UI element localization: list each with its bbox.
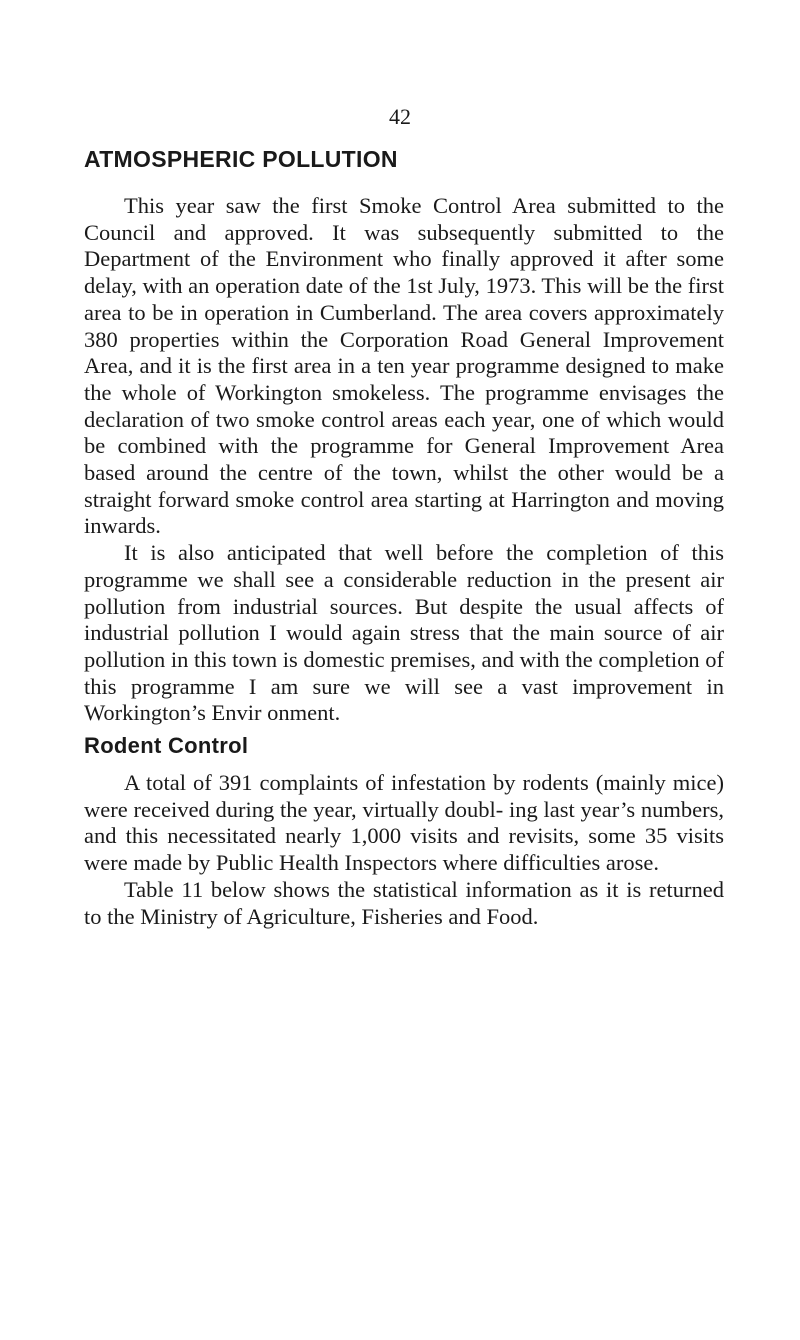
- section-heading-atmospheric-pollution: ATMOSPHERIC POLLUTION: [84, 146, 398, 172]
- paragraph: This year saw the first Smoke Control Area submitted to the Council and approved. It was subsequently submitted to the Department of the Environment who finally approved it after some delay, with an operation date of the 1st July, 1973. This will be the first area to be in operation in Cumberland. The area covers approximately 380 properties within the Corporation Road General Improvement Area, and it is the first area in a ten year programme designed to make the whole of Workington smokeless. The programme envisages the declaration of two smoke control areas each year, one of which would be combined with the programme for General Improvement Area based around the centre of the town, whilst the other would be a straight forward smoke control area starting at Harrington and moving inwards.: [84, 193, 724, 539]
- paragraph: Table 11 below shows the statistical information as it is returned to the Ministry of Agriculture, Fisheries and Food.: [84, 876, 724, 929]
- paragraph: A total of 391 complaints of infestation by rodents (mainly mice) were received during the year, virtually doubl- ing last year’s numbers, and this necessitated nearly 1,000 visits and revisits, some 35 visits were made by Public Health Inspectors where difficulties arose.: [84, 770, 724, 876]
- section-body-atmospheric-pollution: [84, 193, 724, 727]
- paragraph: It is also anticipated that well before the completion of this programme we shall see a considerable reduction in the present air pollution from industrial sources. But despite the usual affects of industrial pollution I would again stress that the main source of air pollution in this town is domestic premises, and with the completion of this programme I am sure we will see a vast improvement in Workington’s Envir onment.: [84, 540, 724, 726]
- page-number: 42: [389, 104, 411, 129]
- section-heading-rodent-control: Rodent Control: [84, 733, 249, 758]
- section-body-rodent-control: [84, 770, 724, 930]
